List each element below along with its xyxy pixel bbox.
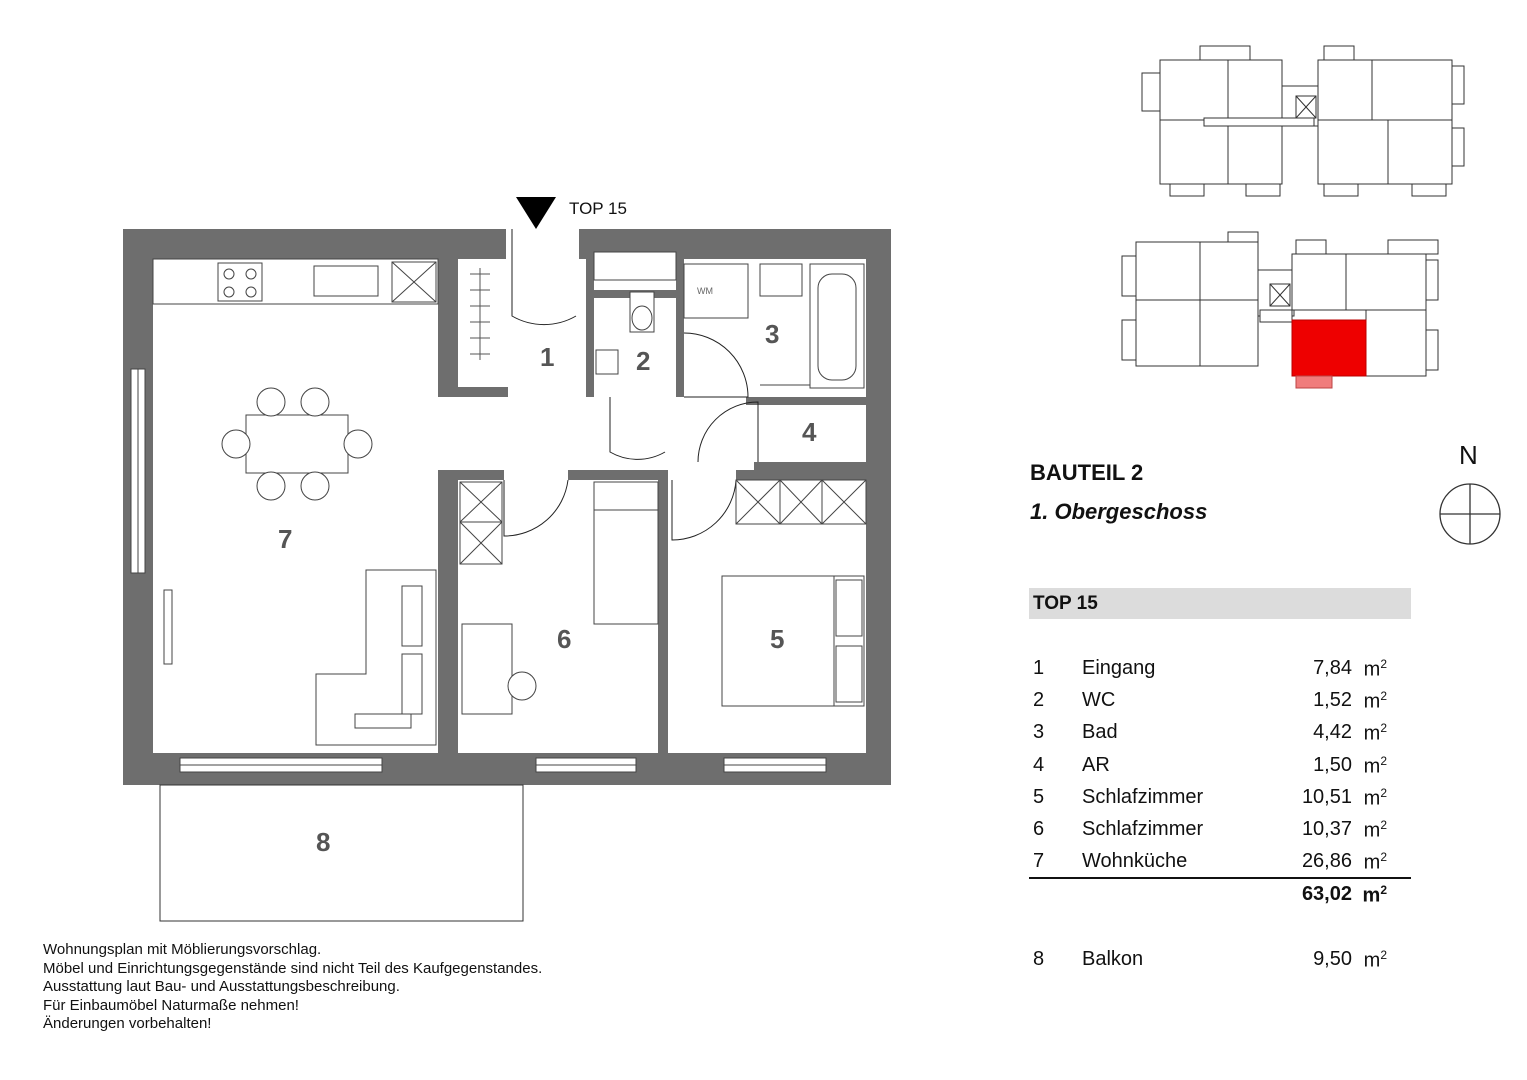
room-number-5: 5 [770,624,785,654]
floor-title: 1. Obergeschoss [1030,499,1208,524]
room-number-6: 6 [557,624,572,654]
room-row: 5 Schlafzimmer 10,51 $m^2$ [1033,786,1387,810]
furniture [153,252,866,745]
room-number-4: 4 [802,417,817,447]
key-plan-lower [1122,232,1438,388]
highlighted-unit [1292,320,1366,376]
room-row: 4 AR 1,50 $m^2$ [1033,754,1387,778]
balcony-row: 8 Balkon 9,50 $m^2$ [1033,948,1387,972]
room-row: 6 Schlafzimmer 10,37 $m^2$ [1033,818,1387,842]
north-compass-icon [1440,484,1500,544]
note-line: Wohnungsplan mit Möblierungsvorschlag. [43,941,322,958]
note-line: Änderungen vorbehalten! [43,1015,212,1032]
total-divider [1029,877,1411,879]
unit-header: TOP 15 [1033,593,1098,614]
total-row: 63,02 $m^2$ [1301,883,1387,907]
room-row: 3 Bad 4,42 $m^2$ [1033,721,1387,745]
room-number-2: 2 [636,346,651,376]
room-number-1: 1 [540,342,555,372]
note-line: Für Einbaumöbel Naturmaße nehmen! [43,996,299,1014]
disclaimer-notes [43,941,542,1034]
entrance-arrow-icon [516,197,556,229]
highlighted-balcony [1296,376,1332,388]
room-row: 1 Eingang 7,84 $m^2$ [1033,657,1387,681]
north-label: N [1459,440,1478,470]
key-plan-upper [1142,46,1464,196]
room-number-8: 8 [316,827,331,857]
room-number-7: 7 [278,524,293,554]
note-line: Möbel und Einrichtungsgegenstände sind nicht Teil des Kaufgegenstandes. [43,959,543,977]
building-title: BAUTEIL 2 [1030,460,1144,485]
room-row: 7 Wohnküche 26,86 $m^2$ [1033,850,1387,874]
note-line: Ausstattung laut Bau- und Ausstattungsbeschreibung. [43,978,400,995]
balcony-outline [160,785,523,921]
room-number-3: 3 [765,319,780,349]
entrance-label: TOP 15 [569,199,627,218]
washing-machine-label: WM [697,286,713,296]
room-row: 2 WC 1,52 $m^2$ [1033,689,1387,713]
unit-header-bar [1029,588,1411,619]
